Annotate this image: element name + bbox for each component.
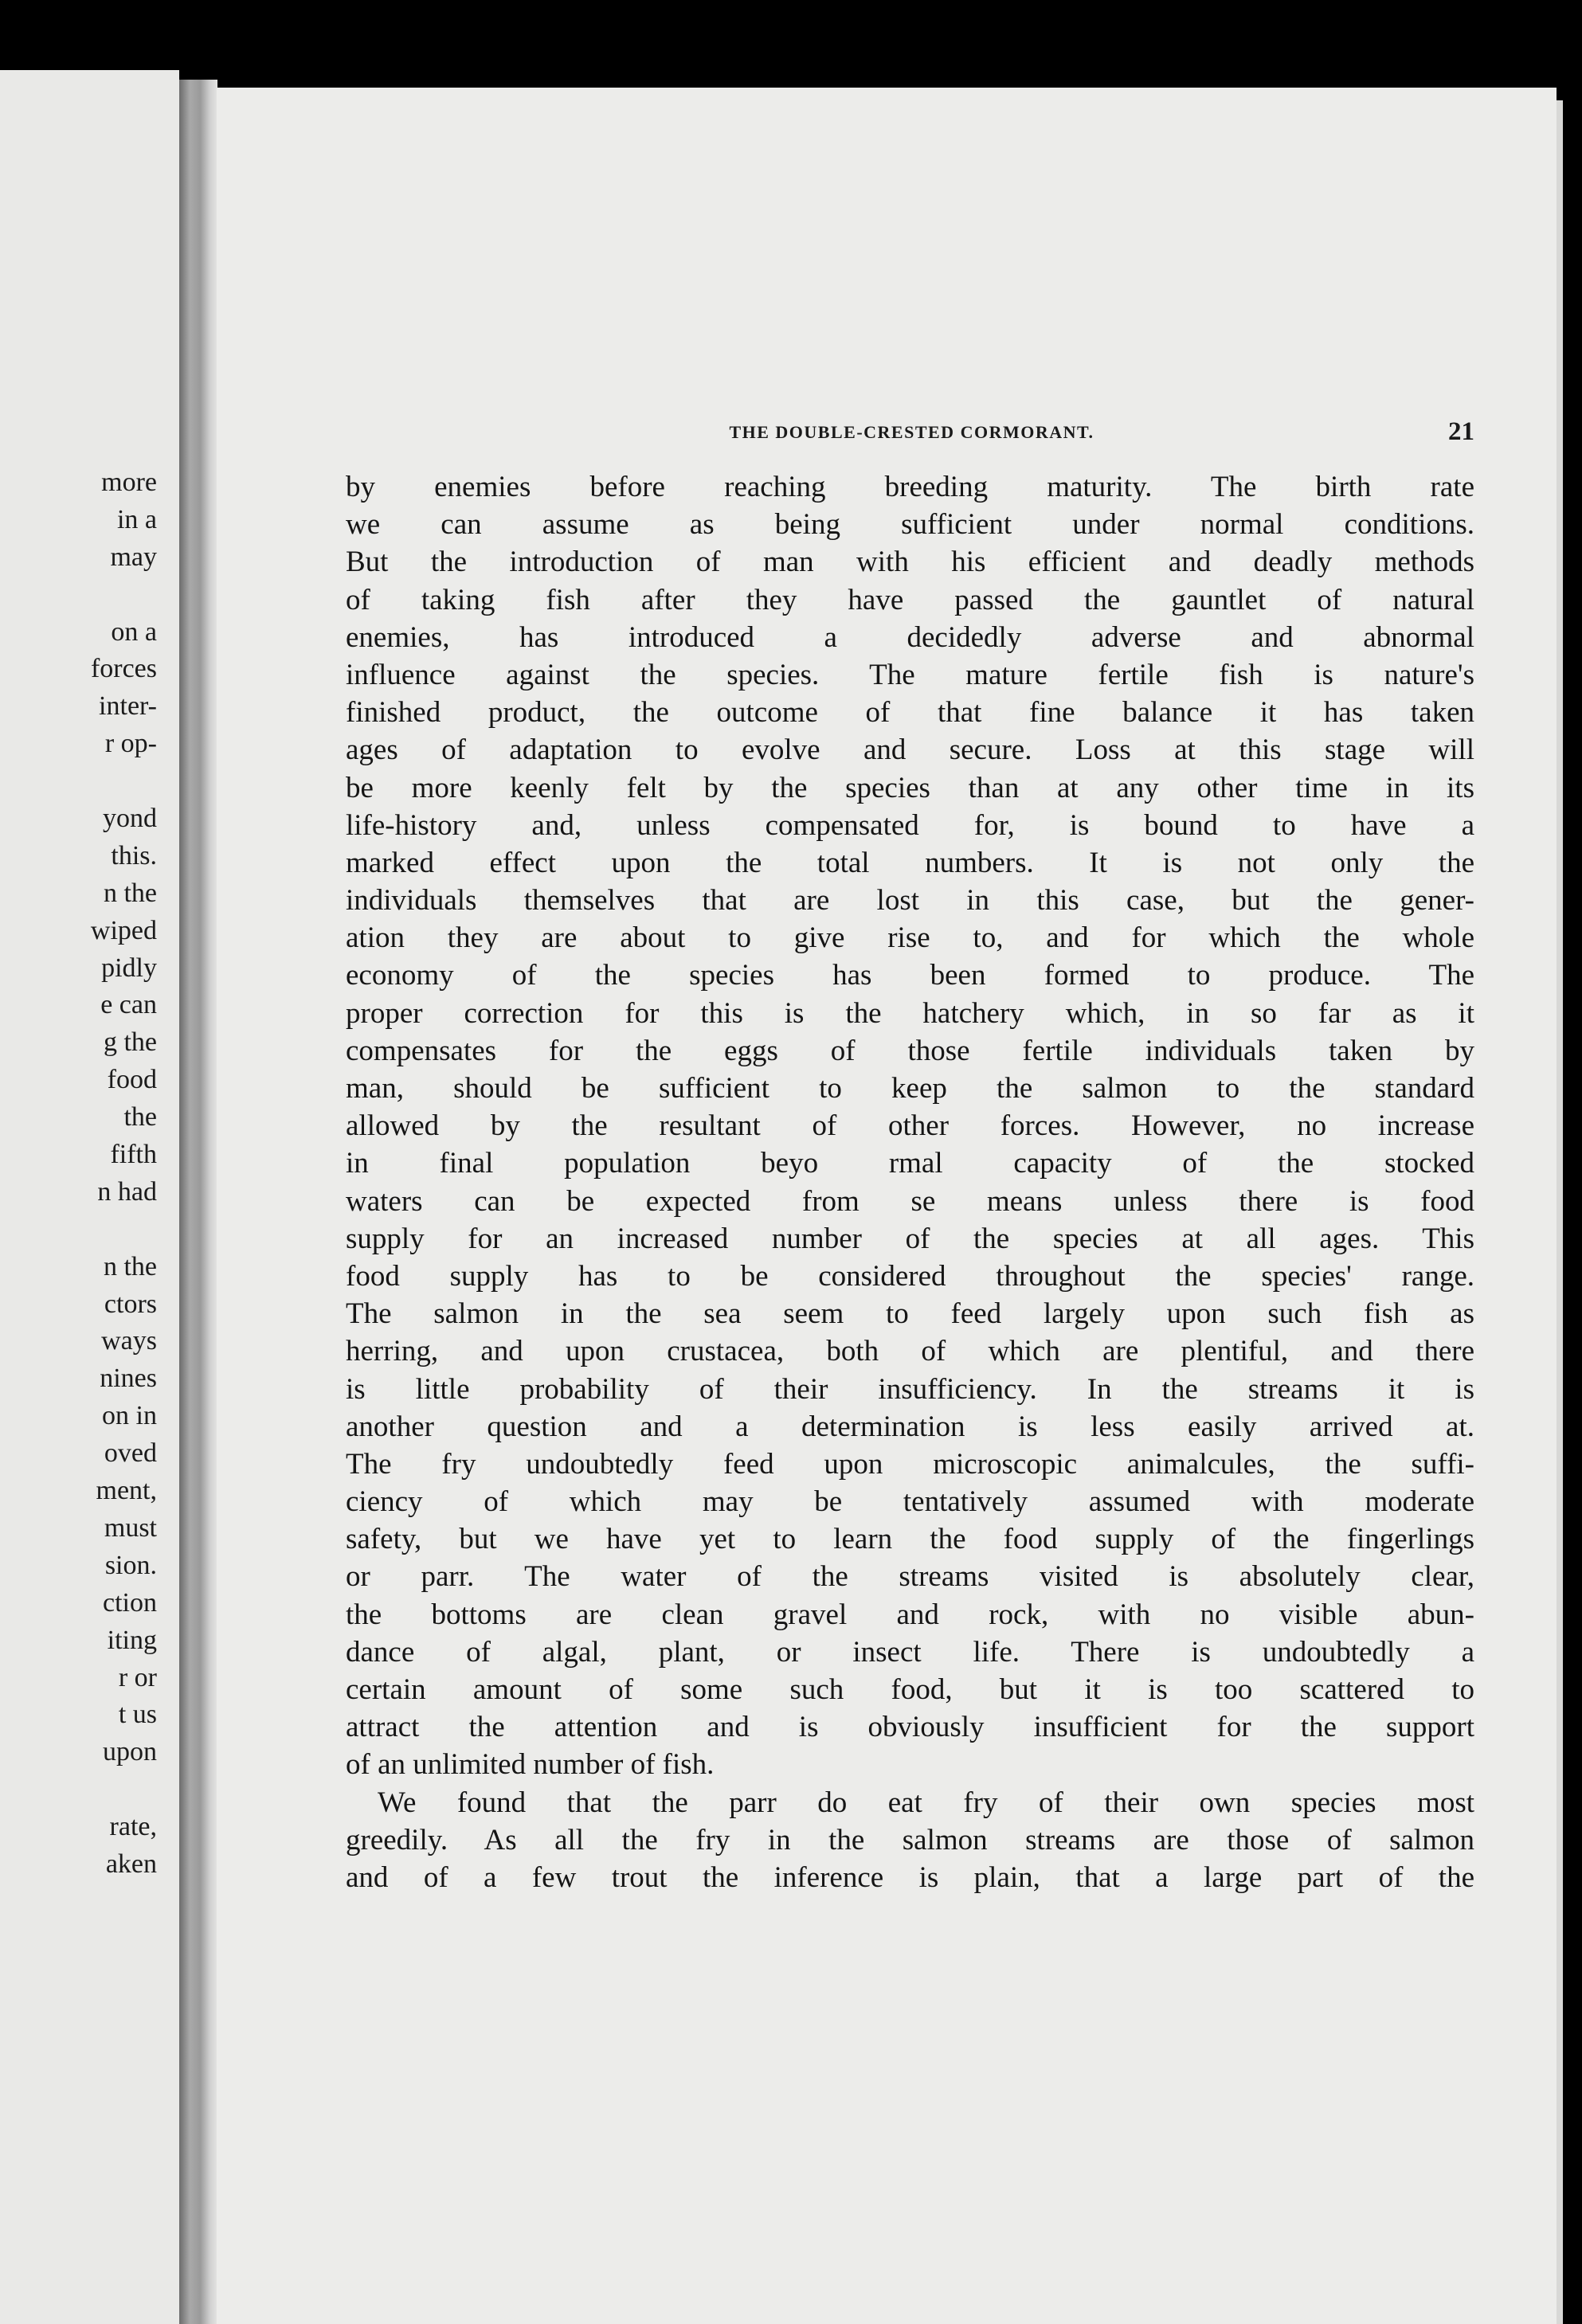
text-line: food supply has to be considered throughout the species' range.: [346, 1259, 1474, 1293]
left-page-fragment-line: yond: [103, 804, 157, 834]
left-page-fragment-line: more: [101, 468, 157, 497]
text-line: proper correction for this is the hatchery which, in so far as it: [346, 996, 1474, 1030]
left-page-fragment-line: iting: [107, 1625, 157, 1655]
text-line: attract the attention and is obviously insufficient for the support: [346, 1711, 1474, 1744]
text-line: the bottoms are clean gravel and rock, with no visible abun-: [346, 1598, 1474, 1631]
left-page-fragment-line: aken: [105, 1849, 157, 1879]
right-page: [217, 88, 1557, 2324]
text-line: The fry undoubtedly feed upon microscopic animalcules, the suffi-: [346, 1447, 1474, 1481]
left-page-fragment-line: r or: [118, 1662, 157, 1692]
text-line: influence against the species. The mature fertile fish is nature's: [346, 658, 1474, 691]
text-line: safety, but we have yet to learn the food supply of the fingerlings: [346, 1523, 1474, 1556]
text-line: we can assume as being sufficient under normal conditions.: [346, 508, 1474, 542]
text-line: and of a few trout the inference is plain, that a large part of the: [346, 1860, 1474, 1894]
left-page-fragment-line: n had: [97, 1176, 157, 1207]
text-line: allowed by the resultant of other forces. However, no increase: [346, 1109, 1474, 1143]
body-text: [346, 468, 1474, 1896]
left-page-fragment-line: wiped: [90, 915, 157, 945]
left-page-fragment-line: must: [104, 1512, 157, 1543]
text-line: in final population beyo rmal capacity of the stocked: [346, 1147, 1474, 1180]
text-line: enemies, has introduced a decidedly adverse and abnormal: [346, 620, 1474, 654]
text-line: ation they are about to give rise to, and for which the whole: [346, 921, 1474, 955]
left-page-fragment-line: may: [110, 542, 157, 572]
text-line: But the introduction of man with his efficient and deadly methods: [346, 546, 1474, 579]
text-line: by enemies before reaching breeding maturity. The birth rate: [346, 471, 1474, 503]
text-line: marked effect upon the total numbers. It is not only the: [346, 846, 1474, 879]
text-line: supply for an increased number of the species at all ages. This: [346, 1222, 1474, 1255]
left-page-fragment-line: inter-: [99, 691, 157, 722]
text-line: certain amount of some such food, but it is too scattered to: [346, 1673, 1474, 1706]
left-page-fragment-line: e can: [100, 990, 157, 1020]
left-page-fragment-line: r op-: [104, 729, 157, 759]
text-line: man, should be sufficient to keep the salmon to the standard: [346, 1072, 1474, 1105]
left-page-fragment-line: ctors: [104, 1289, 157, 1319]
left-page-text-fragments: [91, 464, 157, 1884]
left-page-fragment-line: [91, 577, 157, 614]
left-page-fragment-line: [91, 1211, 157, 1249]
left-page-fragment-line: t us: [118, 1700, 157, 1730]
left-page-fragment-line: [91, 1771, 157, 1809]
text-line: compensates for the eggs of those fertile individuals taken by: [346, 1034, 1474, 1067]
left-page-fragment-line: fifth: [110, 1140, 157, 1170]
text-line: ages of adaptation to evolve and secure. Loss at this stage will: [346, 734, 1474, 767]
left-page-fragment-line: ment,: [96, 1476, 157, 1506]
text-line: waters can be expected from se means unless there is food: [346, 1184, 1474, 1218]
left-page-fragment-line: [91, 763, 157, 800]
text-line: economy of the species has been formed to produce. The: [346, 959, 1474, 992]
text-line: greedily. As all the fry in the salmon streams are those of salmon: [346, 1823, 1474, 1856]
left-page-fragment-line: on in: [102, 1401, 157, 1431]
text-line: individuals themselves that are lost in this case, but the gener-: [346, 884, 1474, 917]
left-page-fragment-line: rate,: [109, 1812, 157, 1842]
text-line: dance of algal, plant, or insect life. There is undoubtedly a: [346, 1635, 1474, 1669]
text-line: of taking fish after they have passed the gauntlet of natural: [346, 583, 1474, 616]
page-number: 21: [1448, 417, 1474, 446]
left-page-fragment-line: the: [123, 1102, 157, 1133]
left-page-fragment-line: upon: [103, 1737, 157, 1767]
left-page-fragment-line: forces: [90, 654, 157, 684]
text-line: We found that the parr do eat fry of their own species most: [378, 1786, 1474, 1819]
text-line: is little probability of their insufficiency. In the streams it is: [346, 1372, 1474, 1406]
text-line: finished product, the outcome of that fine balance it has taken: [346, 696, 1474, 730]
left-page-fragment-line: sion.: [104, 1550, 157, 1580]
book-gutter: [179, 80, 217, 2324]
left-page-fragment-line: ways: [101, 1326, 157, 1356]
left-page: [0, 70, 179, 2324]
text-line: The salmon in the sea seem to feed largely upon such fish as: [346, 1297, 1474, 1331]
running-head: [349, 417, 1474, 449]
running-head-title: THE DOUBLE-CRESTED CORMORANT.: [729, 422, 1094, 442]
text-line: of an unlimited number of fish.: [346, 1748, 715, 1782]
left-page-fragment-line: oved: [104, 1438, 157, 1469]
text-line: ciency of which may be tentatively assumed with moderate: [346, 1485, 1474, 1519]
left-page-fragment-line: n the: [103, 1251, 157, 1281]
text-line: be more keenly felt by the species than at any other time in its: [346, 771, 1474, 804]
left-page-fragment-line: g the: [103, 1027, 157, 1058]
left-page-fragment-line: nines: [100, 1363, 157, 1394]
left-page-fragment-line: pidly: [101, 953, 157, 983]
left-page-fragment-line: in a: [116, 504, 157, 534]
left-page-fragment-line: on a: [111, 616, 157, 647]
left-page-fragment-line: this.: [111, 840, 157, 871]
text-line: or parr. The water of the streams visited is absolutely clear,: [346, 1560, 1474, 1594]
left-page-fragment-line: n the: [103, 878, 157, 908]
text-line: life-history and, unless compensated for, is bound to have a: [346, 808, 1474, 842]
left-page-fragment-line: ction: [103, 1587, 157, 1618]
text-line: herring, and upon crustacea, both of which are plentiful, and there: [346, 1335, 1474, 1368]
left-page-fragment-line: food: [107, 1065, 157, 1095]
text-line: another question and a determination is less easily arrived at.: [346, 1410, 1474, 1443]
